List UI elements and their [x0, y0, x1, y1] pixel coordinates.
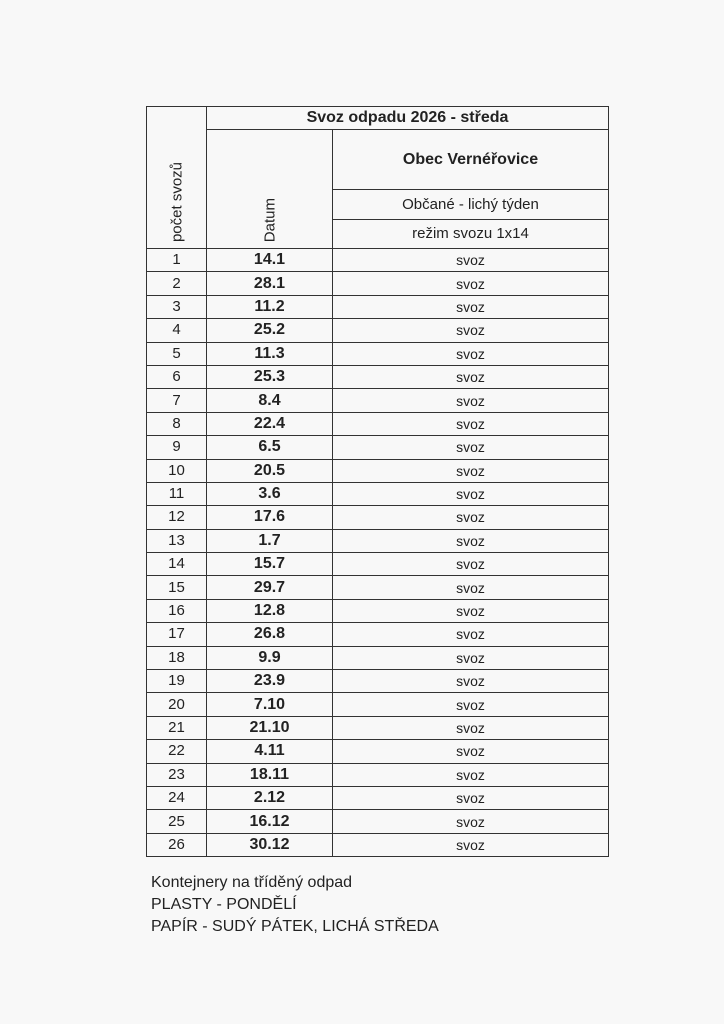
table-row: [147, 295, 609, 318]
table-row: [147, 599, 609, 622]
table-row: [147, 529, 609, 552]
row-status: svoz: [333, 810, 609, 833]
row-status: svoz: [333, 272, 609, 295]
row-number: 6: [147, 365, 207, 388]
row-date: 21.10: [207, 716, 333, 739]
row-status: svoz: [333, 342, 609, 365]
row-status: svoz: [333, 740, 609, 763]
row-number: 7: [147, 389, 207, 412]
table-row: [147, 693, 609, 716]
row-number: 16: [147, 599, 207, 622]
row-number: 21: [147, 716, 207, 739]
group-label: Občané - lichý týden: [333, 190, 609, 219]
row-status: svoz: [333, 786, 609, 809]
date-header-cell: [207, 130, 333, 249]
notes-line-containers: Kontejnery na tříděný odpad: [151, 874, 353, 891]
row-number: 2: [147, 272, 207, 295]
row-number: 10: [147, 459, 207, 482]
row-number: 19: [147, 670, 207, 693]
notes-line-plastics: PLASTY - PONDĚLÍ: [151, 896, 297, 913]
row-date: 4.11: [207, 740, 333, 763]
row-date: 7.10: [207, 693, 333, 716]
row-number: 13: [147, 529, 207, 552]
row-status: svoz: [333, 319, 609, 342]
table-row: [147, 810, 609, 833]
municipality-name: Obec Vernéřovice: [333, 130, 609, 190]
row-number: 4: [147, 319, 207, 342]
row-date: 15.7: [207, 553, 333, 576]
row-status: svoz: [333, 623, 609, 646]
table-row: [147, 716, 609, 739]
table-row: [147, 833, 609, 856]
row-number: 3: [147, 295, 207, 318]
row-number: 12: [147, 506, 207, 529]
row-number: 8: [147, 412, 207, 435]
count-header-cell: [147, 107, 207, 249]
row-status: svoz: [333, 412, 609, 435]
notes-line-paper: PAPÍR - SUDÝ PÁTEK, LICHÁ STŘEDA: [151, 918, 439, 935]
row-date: 20.5: [207, 459, 333, 482]
table-row: [147, 412, 609, 435]
row-status: svoz: [333, 553, 609, 576]
row-date: 8.4: [207, 389, 333, 412]
table-row: [147, 623, 609, 646]
table-row: [147, 389, 609, 412]
row-status: svoz: [333, 436, 609, 459]
row-number: 15: [147, 576, 207, 599]
table-row: [147, 763, 609, 786]
row-status: svoz: [333, 365, 609, 388]
row-status: svoz: [333, 763, 609, 786]
row-status: svoz: [333, 693, 609, 716]
row-status: svoz: [333, 506, 609, 529]
collection-schedule-table: [146, 106, 609, 857]
row-number: 26: [147, 833, 207, 856]
row-date: 14.1: [207, 249, 333, 272]
row-status: svoz: [333, 599, 609, 622]
table-row: [147, 740, 609, 763]
row-number: 20: [147, 693, 207, 716]
row-number: 18: [147, 646, 207, 669]
row-date: 6.5: [207, 436, 333, 459]
table-row: [147, 436, 609, 459]
table-row: [147, 249, 609, 272]
row-number: 23: [147, 763, 207, 786]
row-number: 14: [147, 553, 207, 576]
row-date: 22.4: [207, 412, 333, 435]
row-number: 17: [147, 623, 207, 646]
table-row: [147, 365, 609, 388]
table-row: [147, 319, 609, 342]
table-row: [147, 459, 609, 482]
row-date: 9.9: [207, 646, 333, 669]
row-status: svoz: [333, 249, 609, 272]
table-row: [147, 553, 609, 576]
row-date: 16.12: [207, 810, 333, 833]
table-row: [147, 670, 609, 693]
row-date: 11.3: [207, 342, 333, 365]
row-date: 23.9: [207, 670, 333, 693]
table-row: [147, 342, 609, 365]
row-date: 2.12: [207, 786, 333, 809]
row-status: svoz: [333, 716, 609, 739]
row-status: svoz: [333, 833, 609, 856]
row-status: svoz: [333, 529, 609, 552]
row-date: 25.3: [207, 365, 333, 388]
table-row: [147, 506, 609, 529]
row-date: 1.7: [207, 529, 333, 552]
row-number: 24: [147, 786, 207, 809]
table-row: [147, 786, 609, 809]
row-date: 29.7: [207, 576, 333, 599]
date-header: Datum: [261, 197, 278, 242]
table-row: [147, 482, 609, 505]
row-status: svoz: [333, 459, 609, 482]
regime-label: režim svozu 1x14: [333, 219, 609, 248]
row-status: svoz: [333, 389, 609, 412]
row-number: 9: [147, 436, 207, 459]
table-row: [147, 576, 609, 599]
row-number: 25: [147, 810, 207, 833]
notes-block: [151, 872, 439, 938]
table-title: Svoz odpadu 2026 - středa: [207, 107, 609, 130]
table-row: [147, 272, 609, 295]
row-status: svoz: [333, 482, 609, 505]
row-date: 28.1: [207, 272, 333, 295]
row-date: 12.8: [207, 599, 333, 622]
row-status: svoz: [333, 295, 609, 318]
row-date: 26.8: [207, 623, 333, 646]
row-status: svoz: [333, 576, 609, 599]
row-number: 11: [147, 482, 207, 505]
row-date: 30.12: [207, 833, 333, 856]
row-date: 11.2: [207, 295, 333, 318]
row-date: 3.6: [207, 482, 333, 505]
row-status: svoz: [333, 670, 609, 693]
table-row: [147, 646, 609, 669]
row-number: 1: [147, 249, 207, 272]
row-date: 18.11: [207, 763, 333, 786]
row-date: 17.6: [207, 506, 333, 529]
row-number: 22: [147, 740, 207, 763]
count-header: počet svozů: [168, 161, 185, 242]
row-date: 25.2: [207, 319, 333, 342]
row-status: svoz: [333, 646, 609, 669]
row-number: 5: [147, 342, 207, 365]
